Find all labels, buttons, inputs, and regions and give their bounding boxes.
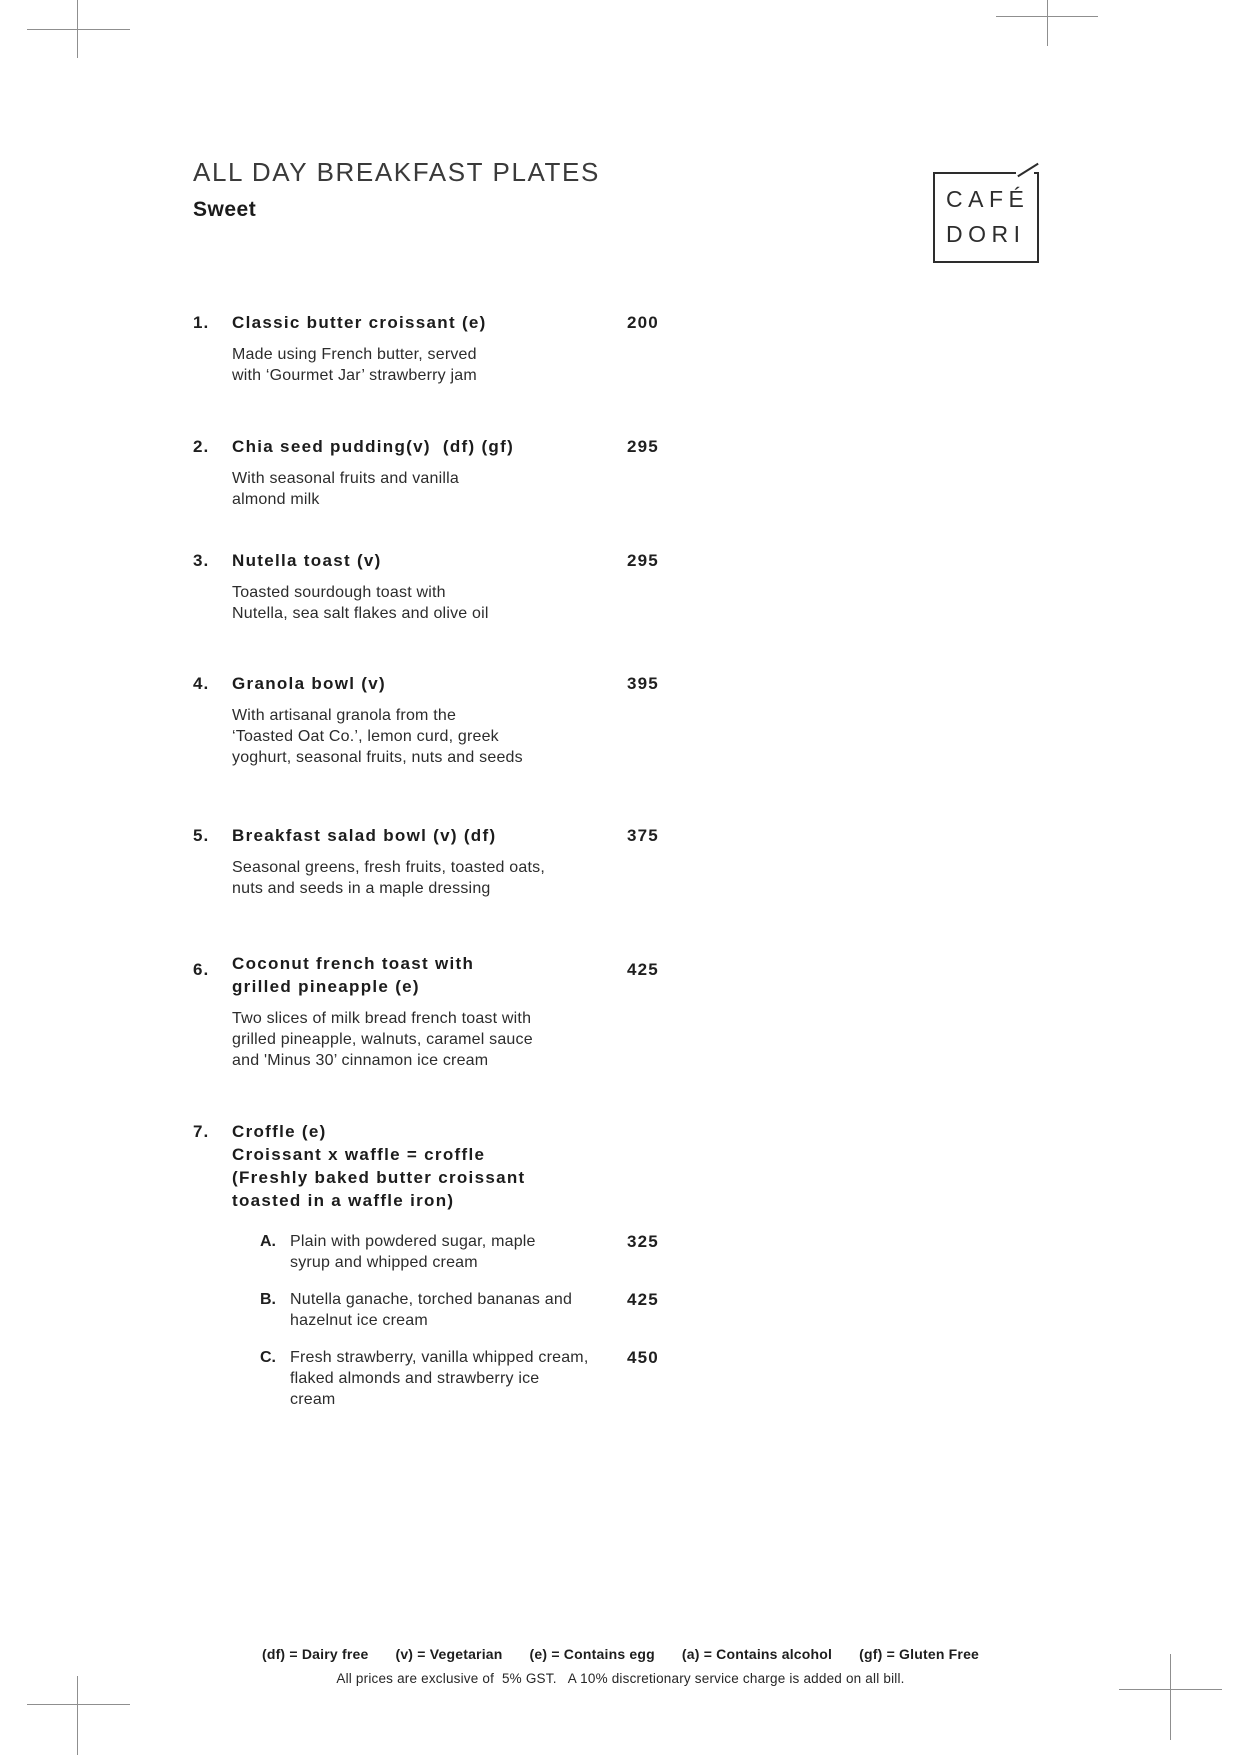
item-description-line: grilled pineapple, walnuts, caramel sauce xyxy=(232,1031,533,1048)
item-price: 425 xyxy=(627,960,659,979)
item-description-line: with ‘Gourmet Jar’ strawberry jam xyxy=(232,367,477,384)
menu-item-2 xyxy=(193,435,693,510)
dietary-legend xyxy=(0,1646,1241,1662)
item-description-line: Seasonal greens, fresh fruits, toasted oats, xyxy=(232,859,545,876)
item-name: (Freshly baked butter croissant xyxy=(232,1168,526,1187)
item-name: grilled pineapple (e) xyxy=(232,977,420,996)
item-description-line: and 'Minus 30’ cinnamon ice cream xyxy=(232,1052,489,1069)
menu-item-7 xyxy=(193,1120,693,1426)
variant-a xyxy=(232,1231,693,1273)
item-name: Nutella toast (v) xyxy=(232,551,382,570)
item-description-line: Toasted sourdough toast with xyxy=(232,584,446,601)
variant-text-line: cream xyxy=(290,1391,336,1408)
pricing-note: All prices are exclusive of 5% GST. A 10% discretionary service charge is added on all bill. xyxy=(336,1671,905,1686)
item-description-line: almond milk xyxy=(232,491,320,508)
item-number: 6. xyxy=(193,960,210,979)
item-name: Croissant x waffle = croffle xyxy=(232,1145,486,1164)
menu-item-4 xyxy=(193,672,693,768)
item-description-line: nuts and seeds in a maple dressing xyxy=(232,880,491,897)
variant-b xyxy=(232,1289,693,1331)
legend-dairy-free: (df) = Dairy free xyxy=(261,1646,369,1662)
crop-mark-top-left-horizontal xyxy=(27,29,130,30)
item-number: 3. xyxy=(193,551,210,570)
legend-gluten-free: (gf) = Gluten Free xyxy=(859,1646,980,1662)
variant-text-line: Plain with powdered sugar, maple xyxy=(290,1233,536,1250)
item-number: 4. xyxy=(193,674,210,693)
item-price: 200 xyxy=(627,313,659,332)
crop-mark-bottom-right-horizontal xyxy=(1119,1689,1222,1690)
variant-text-line: syrup and whipped cream xyxy=(290,1254,478,1271)
legend-contains-alcohol: (a) = Contains alcohol xyxy=(681,1646,833,1662)
menu-item-1 xyxy=(193,311,693,386)
item-price: 295 xyxy=(627,551,659,570)
item-description-line: With seasonal fruits and vanilla xyxy=(232,470,459,487)
logo-line-1: CAFÉ xyxy=(946,186,1030,212)
variant-text-line: hazelnut ice cream xyxy=(290,1312,428,1329)
variant-c xyxy=(232,1347,693,1410)
crop-mark-bottom-left-horizontal xyxy=(27,1704,130,1705)
item-name: Classic butter croissant (e) xyxy=(232,313,487,332)
logo-accent-mark xyxy=(1014,163,1040,179)
menu-item-6 xyxy=(193,952,693,1071)
menu-item-5 xyxy=(193,824,693,899)
legend-contains-egg: (e) = Contains egg xyxy=(529,1646,655,1662)
croffle-variants xyxy=(232,1231,693,1410)
item-name: Breakfast salad bowl (v) (df) xyxy=(232,826,497,845)
cafe-dori-logo xyxy=(933,172,1039,263)
crop-mark-top-right-horizontal xyxy=(996,16,1098,17)
item-description-line: Nutella, sea salt flakes and olive oil xyxy=(232,605,489,622)
item-name: Granola bowl (v) xyxy=(232,674,386,693)
item-price: 395 xyxy=(627,674,659,693)
item-number: 1. xyxy=(193,313,210,332)
item-description-line: Two slices of milk bread french toast with xyxy=(232,1010,532,1027)
variant-letter: C. xyxy=(260,1349,276,1366)
item-number: 7. xyxy=(193,1122,210,1141)
variant-letter: A. xyxy=(260,1233,276,1250)
variant-price: 425 xyxy=(627,1290,659,1309)
menu-item-3 xyxy=(193,549,693,624)
item-number: 2. xyxy=(193,437,210,456)
item-price: 295 xyxy=(627,437,659,456)
section-subtitle: Sweet xyxy=(193,198,257,221)
item-price: 375 xyxy=(627,826,659,845)
item-name: Croffle (e) xyxy=(232,1122,327,1141)
logo-line-2: DORI xyxy=(946,221,1026,247)
item-number: 5. xyxy=(193,826,210,845)
item-description-line: yoghurt, seasonal fruits, nuts and seeds xyxy=(232,749,523,766)
item-name: Coconut french toast with xyxy=(232,954,475,973)
page-title: ALL DAY BREAKFAST PLATES xyxy=(193,157,600,187)
item-description-line: ‘Toasted Oat Co.’, lemon curd, greek xyxy=(232,728,499,745)
variant-text-line: Nutella ganache, torched bananas and xyxy=(290,1291,573,1308)
variant-price: 450 xyxy=(627,1348,659,1367)
variant-text-line: Fresh strawberry, vanilla whipped cream, xyxy=(290,1349,589,1366)
item-name: toasted in a waffle iron) xyxy=(232,1191,455,1210)
item-name: Chia seed pudding(v) (df) (gf) xyxy=(232,437,515,456)
variant-letter: B. xyxy=(260,1291,276,1308)
variant-price: 325 xyxy=(627,1232,659,1251)
variant-text-line: flaked almonds and strawberry ice xyxy=(290,1370,540,1387)
legend-vegetarian: (v) = Vegetarian xyxy=(395,1646,503,1662)
item-description-line: Made using French butter, served xyxy=(232,346,477,363)
crop-mark-bottom-left-vertical xyxy=(77,1676,78,1755)
crop-mark-top-right-vertical xyxy=(1047,0,1048,46)
footer xyxy=(0,1646,1241,1686)
item-description-line: With artisanal granola from the xyxy=(232,707,457,724)
